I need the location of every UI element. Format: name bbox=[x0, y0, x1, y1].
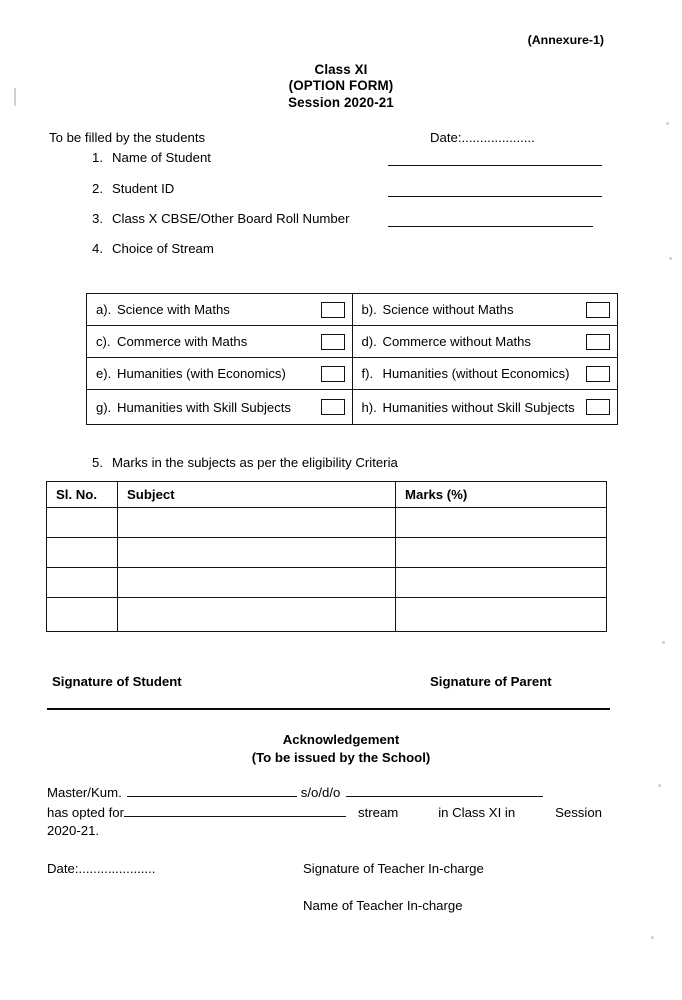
date-field-bottom[interactable]: Date:..................... bbox=[47, 861, 156, 876]
stream-checkbox-e[interactable] bbox=[321, 366, 345, 382]
stream-option-g-label: g). Humanities with Skill Subjects bbox=[96, 399, 291, 415]
stream-option-c[interactable] bbox=[87, 326, 353, 358]
stream-checkbox-c[interactable] bbox=[321, 334, 345, 350]
item-label: Name of Student bbox=[112, 150, 211, 165]
title-line-form: (OPTION FORM) bbox=[288, 78, 394, 94]
acknowledgement-line-2 bbox=[47, 803, 602, 823]
stream-options-table bbox=[86, 293, 618, 425]
blank-parent-name[interactable] bbox=[346, 783, 543, 797]
cell-subject[interactable] bbox=[118, 508, 396, 538]
signature-of-teacher-label: Signature of Teacher In-charge bbox=[303, 861, 484, 876]
stream-word: stream bbox=[357, 804, 399, 820]
salutation-label: Master/Kum. bbox=[47, 785, 122, 800]
item-number: 4. bbox=[92, 241, 103, 256]
field-marks-instruction bbox=[92, 455, 398, 470]
stream-options-row bbox=[87, 390, 618, 425]
stream-checkbox-h[interactable] bbox=[586, 399, 610, 415]
stream-options-row bbox=[87, 294, 618, 326]
stream-option-b-label: b). Science without Maths bbox=[361, 302, 514, 317]
cell-subject[interactable] bbox=[118, 538, 396, 568]
cell-marks[interactable] bbox=[396, 538, 607, 568]
item-label: Marks in the subjects as per the eligibility Criteria bbox=[112, 455, 398, 470]
stream-option-b[interactable] bbox=[352, 294, 618, 326]
item-number: 5. bbox=[92, 455, 103, 470]
column-header-marks: Marks (%) bbox=[396, 482, 607, 508]
stream-checkbox-a[interactable] bbox=[321, 302, 345, 318]
field-board-roll-number bbox=[92, 211, 349, 226]
stream-options-row bbox=[87, 326, 618, 358]
field-choice-of-stream bbox=[92, 241, 214, 256]
item-label: Choice of Stream bbox=[112, 241, 214, 256]
stream-option-c-label: c). Commerce with Maths bbox=[96, 334, 248, 349]
acknowledgement-line-1 bbox=[47, 783, 602, 803]
table-row[interactable] bbox=[47, 508, 607, 538]
marks-table-header-row bbox=[47, 482, 607, 508]
session-word: Session bbox=[555, 804, 602, 820]
acknowledgement-subtitle: (To be issued by the School) bbox=[251, 750, 431, 765]
title-line-session: Session 2020-21 bbox=[288, 94, 394, 110]
cell-sl-no[interactable] bbox=[47, 508, 118, 538]
stream-option-g[interactable] bbox=[87, 390, 353, 425]
date-field-top[interactable]: Date:.................... bbox=[430, 130, 535, 145]
field-student-id bbox=[92, 181, 174, 196]
stream-checkbox-f[interactable] bbox=[586, 366, 610, 382]
item-number: 3. bbox=[92, 211, 103, 226]
stream-option-f[interactable] bbox=[352, 358, 618, 390]
cell-marks[interactable] bbox=[396, 598, 607, 632]
stream-option-e-label: e). Humanities (with Economics) bbox=[96, 366, 286, 381]
table-row[interactable] bbox=[47, 538, 607, 568]
acknowledgement-title: Acknowledgement bbox=[282, 732, 400, 747]
stream-option-f-label: f). Humanities (without Economics) bbox=[361, 366, 570, 381]
blank-stream-name[interactable] bbox=[124, 803, 346, 817]
scan-speck bbox=[662, 641, 665, 644]
cell-subject[interactable] bbox=[118, 568, 396, 598]
cell-subject[interactable] bbox=[118, 598, 396, 632]
item-label: Class X CBSE/Other Board Roll Number bbox=[112, 211, 350, 226]
stream-option-h[interactable] bbox=[352, 390, 618, 425]
stream-checkbox-d[interactable] bbox=[586, 334, 610, 350]
scan-speck bbox=[651, 936, 654, 939]
answer-line-board-roll-number[interactable] bbox=[388, 226, 593, 227]
acknowledgement-body bbox=[47, 783, 602, 841]
signature-of-student-label: Signature of Student bbox=[52, 674, 182, 689]
item-label: Student ID bbox=[112, 181, 175, 196]
cell-sl-no[interactable] bbox=[47, 598, 118, 632]
section-divider bbox=[47, 708, 610, 710]
marks-table bbox=[46, 481, 607, 632]
stream-option-d-label: d). Commerce without Maths bbox=[361, 334, 531, 349]
column-header-sl-no: Sl. No. bbox=[47, 482, 118, 508]
answer-line-student-id[interactable] bbox=[388, 196, 602, 197]
acknowledgement-line-2-tail bbox=[346, 804, 602, 823]
scan-speck bbox=[669, 257, 672, 260]
relation-label: s/o/d/o bbox=[300, 785, 341, 800]
item-number: 2. bbox=[92, 181, 103, 196]
acknowledgement-heading bbox=[0, 731, 682, 767]
acknowledgement-line-3: 2020-21. bbox=[47, 823, 100, 838]
answer-line-name-of-student[interactable] bbox=[388, 165, 602, 166]
fill-instruction: To be filled by the students bbox=[49, 130, 206, 145]
signature-of-parent-label: Signature of Parent bbox=[430, 674, 552, 689]
stream-option-e[interactable] bbox=[87, 358, 353, 390]
table-row[interactable] bbox=[47, 568, 607, 598]
stream-option-a-label: a). Science with Maths bbox=[96, 302, 230, 317]
scan-speck bbox=[658, 784, 661, 787]
stream-option-a[interactable] bbox=[87, 294, 353, 326]
field-name-of-student bbox=[92, 150, 211, 165]
title-line-class: Class XI bbox=[314, 62, 368, 77]
stream-checkbox-g[interactable] bbox=[321, 399, 345, 415]
stream-checkbox-b[interactable] bbox=[586, 302, 610, 318]
page-title bbox=[0, 62, 682, 111]
cell-sl-no[interactable] bbox=[47, 568, 118, 598]
table-row[interactable] bbox=[47, 598, 607, 632]
annexure-label: (Annexure-1) bbox=[527, 33, 604, 47]
cell-sl-no[interactable] bbox=[47, 538, 118, 568]
opted-for-label: has opted for bbox=[47, 804, 124, 820]
cell-marks[interactable] bbox=[396, 568, 607, 598]
column-header-subject: Subject bbox=[118, 482, 396, 508]
cell-marks[interactable] bbox=[396, 508, 607, 538]
stream-option-d[interactable] bbox=[352, 326, 618, 358]
item-number: 1. bbox=[92, 150, 103, 165]
stream-option-h-label: h). Humanities without Skill Subjects bbox=[361, 399, 575, 415]
name-of-teacher-label: Name of Teacher In-charge bbox=[303, 898, 463, 913]
blank-student-name[interactable] bbox=[127, 783, 297, 797]
scan-speck bbox=[666, 122, 669, 125]
in-class-phrase: in Class XI in bbox=[438, 804, 516, 820]
stream-options-row bbox=[87, 358, 618, 390]
